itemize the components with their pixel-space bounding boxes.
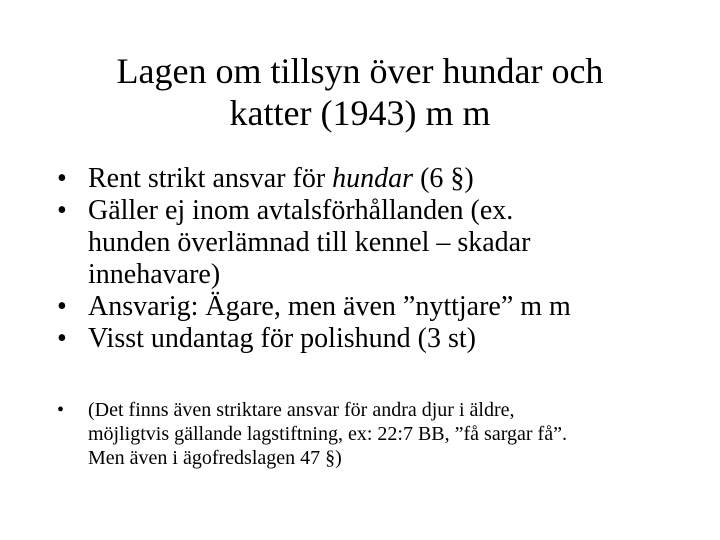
- bullet-icon: •: [57, 399, 65, 421]
- bullet-text-line-1: Gäller ej inom avtalsförhållanden (ex.: [88, 195, 514, 226]
- bullet-icon: •: [57, 195, 67, 226]
- slide-title: [60, 50, 660, 134]
- bullet-item-contract-exception: [57, 195, 697, 291]
- bullet-text: Visst undantag för polishund (3 st): [88, 323, 476, 354]
- bullet-item-police-dog: [57, 323, 697, 355]
- note-line-1: (Det finns även striktare ansvar för andra djur i äldre,: [88, 399, 515, 421]
- title-line-1: Lagen om tillsyn över hundar och: [116, 51, 604, 91]
- title-line-2: katter (1943) m m: [229, 93, 491, 133]
- note-list: [57, 398, 697, 470]
- bullet-text-pre: Rent strikt ansvar för: [88, 163, 333, 194]
- bullet-text-italic: hundar: [332, 163, 414, 194]
- bullet-list: [57, 163, 697, 355]
- bullet-text-post: (6 §): [413, 163, 474, 194]
- note-line-3: Men även i ägofredslagen 47 §): [88, 447, 342, 469]
- bullet-icon: •: [57, 163, 67, 194]
- bullet-text-line-2: hunden överlämnad till kennel – skadar: [88, 227, 531, 258]
- bullet-icon: •: [57, 291, 67, 322]
- note-item: [57, 398, 697, 470]
- bullet-text: Ansvarig: Ägare, men även ”nyttjare” m m: [88, 291, 571, 322]
- bullet-text-line-3: innehavare): [88, 259, 221, 290]
- bullet-item-responsible: [57, 291, 697, 323]
- note-line-2: möjligtvis gällande lagstiftning, ex: 22:7 BB, ”få sargar få”.: [88, 423, 567, 445]
- bullet-item-strict-liability: [57, 163, 697, 195]
- bullet-icon: •: [57, 323, 67, 354]
